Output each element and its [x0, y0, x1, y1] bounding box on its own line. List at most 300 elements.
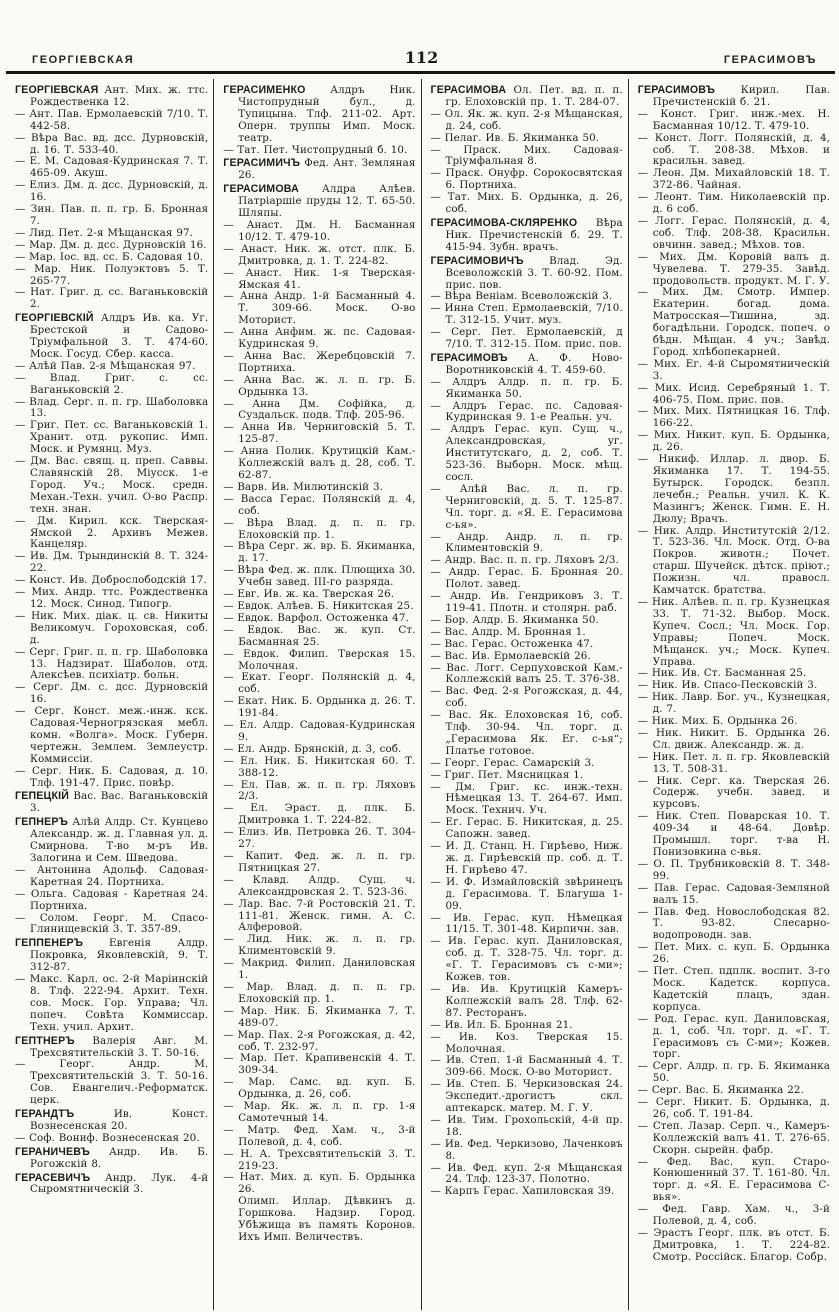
directory-entry: — Ник. Мих. Б. Ордынка 26. [637, 715, 798, 728]
ditto-dash: — [223, 1076, 249, 1089]
ditto-dash: — [637, 965, 654, 978]
ditto-dash: — [637, 857, 654, 870]
ditto-dash: — [223, 611, 238, 624]
directory-entry: — Праск. Онуфр. Сорокосвятская 6. Портниха. [430, 167, 623, 192]
directory-entry: — Конст. Ив. Доброслободскій 17. [15, 574, 207, 587]
directory-entry-headword: ГЕРАНИЧЕВЪ Андр. Ив. Б. Рогожскій 8. [15, 1145, 209, 1170]
ditto-dash: — [15, 645, 30, 658]
ditto-dash: — [223, 933, 248, 946]
ditto-dash: — [637, 250, 660, 263]
ditto-dash: — [430, 191, 448, 204]
directory-entry-headword: ГЕРАСЕВИЧЪ Андр. Лук. 4-й Сыромятническій 3. [15, 1171, 209, 1196]
directory-entry: — Варв. Ив. Милютинскій 3. [223, 480, 383, 493]
column-1 [6, 79, 213, 1310]
directory-entry: — Антонина Адольф. Садовая-Каретная 24. Портниха. [15, 863, 209, 888]
directory-entry: — Ник. Мих. діак. ц. св. Никиты Великомуч. Гороховская, соб. д. [15, 609, 209, 646]
ditto-dash: — [223, 623, 248, 636]
directory-entry: — Серг. Дм. с. дсс. Дурновскій 16. [15, 681, 209, 706]
directory-entry: — Никиф. Иллар. л. двор. Б. Якиманка 17. Т. 194-55. Бутырск. Городск. безпл. лечебн.; Реальн. учил. К. К. Мазингъ; Женск. Гимн. Е. Н. Дюлу; Врачъ. [637, 453, 830, 525]
ditto-dash: — [637, 1227, 654, 1239]
ditto-dash: — [15, 250, 30, 263]
ditto-dash: — [430, 143, 464, 156]
directory-entry: — Мар. Пах. 2-я Рогожская, д. 42, соб. Т. 232-97. [223, 1028, 416, 1053]
directory-entry: — Бор. Алдр. Б. Якиманка 50. [430, 613, 599, 626]
ditto-dash: — [430, 1018, 445, 1031]
directory-entry: — Соф. Вониф. Вознесенская 20. [15, 1131, 200, 1144]
ditto-dash: — [430, 423, 451, 436]
directory-entry: — Мих. Дм. Коровій валъ д. Чувелева. Т. 279-35. Завѣд. продовольств. продукт. М. Г. У. [637, 250, 830, 287]
directory-entry: — Анна Дм. Софійка, д. Суздальск. подв. Тлф. 205-96. [223, 397, 416, 422]
directory-entry: — Мар. Пет. Крапивенскій 4. Т. 309-34. [223, 1052, 416, 1077]
ditto-dash: — [223, 754, 241, 767]
ditto-dash: — [637, 810, 656, 823]
ditto-dash: — [430, 530, 458, 543]
directory-entry: — Мих. Дм. Смотр. Импер. Екатерин. богад. дома. Матросская—Тишина, зд. богадѣльни. Городск. попеч. о бѣдн. Мѣщан. 4 уч.; Завѣд. Город. хлѣбопекарней. [637, 286, 830, 358]
directory-entry: — Пет. Мих. с. куп. Б. Ордынка 26. [637, 941, 830, 966]
ditto-dash: — [637, 191, 655, 204]
ditto-dash: — [223, 1100, 244, 1113]
directory-entry: — Андр. Андр. л. п. гр. Климентовскій 9. [430, 530, 623, 555]
ditto-dash: — [223, 588, 238, 601]
ditto-dash: — [15, 131, 32, 144]
directory-entry: — Конст. Григ. инж.-мех. Н. Басманная 10/12. Т. 479-10. [637, 107, 830, 132]
directory-entry: — Андр. Герас. Б. Бронная 20. Полот. завед. [430, 566, 623, 591]
ditto-dash: — [430, 709, 449, 722]
ditto-dash: — [430, 661, 447, 674]
directory-entry: — Тат. Пет. Чистопрудный б. 10. [223, 143, 408, 156]
directory-entry: — Ел. Алдр. Садовая-Кудринская 9. [223, 719, 416, 743]
directory-entry: — Матр. Фед. Хам. ч., 3-й Полевой, д. 4, соб. [223, 1123, 416, 1148]
directory-entry: — Мих. Ег. 4-й Сыромятническій 3. [637, 357, 830, 382]
directory-entry: — Ив. Герас. куп. Даниловская, соб. д. Т. 328-75. Чл. торг. д. «Г. Т. Герасимовъ съ с-ми»; Кожев. тов. [430, 935, 623, 984]
directory-entry-headword: ГЕРАСИМОВЪ А. Ф. Ново-Воротниковскій 4. Т. 459-60. [430, 351, 623, 376]
surname-headword: ГЕРАСИМЕНКО [223, 84, 331, 96]
directory-entry: — Анна Вас. ж. л. п. гр. Б. Ордынка 13. [223, 373, 416, 398]
directory-entry: — Алдръ Герас. куп. Сущ. ч., Александровская, уг. Институтскаго, д. 2, соб. Т. 523-36. Выборн. Моск. мѣщ. сосл. [430, 423, 623, 483]
directory-entry: — Ел. Эраст. д. плк. Б. Дмитровка 1. Т. 224-82. [223, 802, 416, 827]
directory-entry: — Вас. Як. Елоховская 16, соб. Тлф. 30-94. Чл. торг. д. „Герасимова Як. Ег. с-ья“; Платье готовое. [430, 709, 623, 757]
surname-headword: ГЕПТНЕРЪ [15, 1034, 93, 1047]
directory-entry: — Логг. Герас. Полянскій, д. 4, соб. Тлф. 208-38. Красильн. овчинн. завед.; Мѣхов. тов. [637, 214, 830, 251]
ditto-dash: — [430, 935, 449, 948]
ditto-dash: — [637, 1060, 653, 1073]
ditto-dash: — [430, 637, 445, 650]
directory-entry: — Анна Андр. 1-й Басманный 4. Т. 309-66. Моск. О-во Моторист. [223, 290, 416, 327]
column-4 [628, 79, 835, 1310]
surname-headword: ГЕРАСИМОВА [223, 183, 322, 196]
directory-entry: — Фед. Вас. куп. Старо-Конюшенный 37. Т. 161-80. Чл. торг. д. «Я. Е. Герасимова С-вья». [637, 1155, 830, 1204]
directory-entry-headword: ГЕРАНДТЪ Ив. Конст. Вознесенская 20. [15, 1108, 209, 1132]
directory-entry: — Серг. Пет. Ермолаевскій, д 7/10. Т. 312-15. Пом. прис. пов. [430, 326, 623, 351]
ditto-dash: — [430, 756, 445, 769]
ditto-dash: — [637, 881, 655, 894]
directory-entry: — Вас. Ив. Ермолаевскій 26. [430, 649, 591, 662]
directory-entry: — Мар. Влад. д. п. п. гр. Елоховскій пр. 1. [223, 980, 416, 1005]
directory-entry: — Ант. Пав. Ермолаевскій 7/10. Т. 442-58. [15, 107, 209, 132]
directory-entry: — Екат. Георг. Полянскій д. 4, соб. [223, 671, 416, 696]
directory-entry: — Клавд. Алдр. Сущ. ч. Александровская 2. Т. 523-36. [223, 873, 416, 898]
directory-entry-headword: ГЕРАСИМЕНКО Алдръ Ник. Чистопрудный бул., д. Тупицына. Тлф. 211-02. Арт. Оперн. труппы Имп. Моск. театр. [223, 84, 416, 144]
ditto-dash: — [15, 550, 30, 563]
directory-entry: — Ив. Фед. куп. 2-я Мѣщанская 24. Тлф. 123-37. Полотно. [430, 1161, 623, 1186]
ditto-dash: — [637, 131, 655, 144]
ditto-dash: — [223, 826, 239, 839]
ditto-dash: — [223, 445, 241, 458]
directory-entry: — Ив. Ив. Крутицкій Камеръ-Коллежскій валъ 28. Тлф. 62-87. Ресторанъ. [430, 982, 623, 1019]
ditto-dash: — [223, 516, 247, 529]
ditto-dash: — [637, 107, 661, 120]
directory-entry: — Ег. Герас. Б. Никитская, д. 25. Сапожн. завед. [430, 816, 623, 841]
surname-headword: ГЕРАСИМОВИЧЪ [430, 254, 550, 267]
directory-entry: — Вѣра Влад. д. п. п. гр. Елоховскій пр. 1. [223, 516, 416, 541]
ditto-dash: — [637, 726, 656, 739]
directory-entry: — Алѣй Вас. л. п. гр. Черниговскій, д. 5. Т. 125-87. Чл. торг. д. «Я. Е. Герасимова с-ья». [430, 482, 623, 531]
ditto-dash: — [430, 167, 446, 180]
ditto-dash: — [637, 595, 653, 608]
ditto-dash: — [430, 1078, 447, 1091]
directory-entry: — Род. Герас. куп. Даниловская, д. 1, соб. Чл. торг. д. «Г. Т. Герасимовъ съ С-ми»; Кожев. торг. [637, 1012, 830, 1061]
page-number: 112 [404, 48, 439, 67]
directory-entry: — Карпъ Герас. Хапиловская 39. [430, 1185, 615, 1198]
directory-entry: — Нат. Мих. д. куп. Б. Ордынка 26. [223, 1171, 416, 1196]
directory-entry-headword: ГЕОРГІЕВСКАЯ Ант. Мих. ж. ттс. Рождественка 12. [15, 84, 209, 108]
directory-entry: — Екат. Ник. Б. Ордынка д. 26. Т. 191-84. [223, 695, 416, 720]
surname-headword: ГЕРАНДТЪ [15, 1108, 114, 1121]
directory-entry: — Мих. Андр. ттс. Рождественка 12. Моск. Синод. Типогр. [15, 586, 209, 610]
directory-entry: — Георг. Андр. М. Трехсвятительскій 3. Т. 50-16. Сов. Евангелич.-Реформатск. церк. [15, 1058, 209, 1107]
directory-entry: — Пет. Степ. пдплк. воспит. 3-го Моск. Кадетск. корпуса. Кадетскій плацъ, здан. корпуса. [637, 965, 830, 1013]
ditto-dash: — [637, 691, 652, 704]
directory-entry-headword: ГЕРАСИМОВИЧЪ Влад. Эд. Всеволожскій 3. Т. 60-92. Пом. прис. пов. [430, 254, 623, 291]
ditto-dash: — [15, 574, 30, 587]
directory-entry: — Вас. Алдр. М. Бронная 1. [430, 625, 586, 638]
directory-entry: — Серг. Григ. п. п. гр. Шаболовка 13. Надзират. Шаболов. отд. Алексѣев. психіатр. больн. [15, 645, 209, 682]
ditto-dash: — [430, 482, 460, 495]
ditto-dash: — [430, 399, 453, 412]
directory-entry: — Григ. Пет. сс. Ваганьковскій 1. Хранит. отд. рукопис. Имп. Моск. и Румянц. Муз. [15, 419, 209, 456]
directory-entry-headword: ГЕРАСИМОВА-СКЛЯРЕНКО Вѣра Ник. Пречистенскій б. 29. Т. 415-94. Зубн. врачъ. [430, 216, 623, 253]
ditto-dash: — [15, 395, 30, 408]
directory-entry: — Ник. Ив. Ст. Басманная 25. [637, 667, 807, 680]
directory-entry: — Евдок. Алѣев. Б. Никитская 25. [223, 599, 414, 612]
directory-entry: — Андр. Вас. п. п. гр. Ляховъ 2/3. [430, 554, 619, 567]
directory-entry: — Елиз. Дм. д. дсс. Дурновскій, д. 16. [15, 179, 209, 204]
directory-entry: — Алѣй Пав. 2-я Мѣщанская 97. [15, 359, 196, 372]
surname-headword: ГЕРАСИМОВА-СКЛЯРЕНКО [430, 216, 596, 229]
ditto-dash: — [637, 1084, 652, 1097]
ditto-dash: — [223, 564, 238, 577]
ditto-dash: — [15, 203, 31, 216]
ditto-dash: — [430, 780, 456, 793]
directory-entry: — Ник. Степ. Поварская 10. Т. 409-34 и 48-64. Довѣр. Промышл. торг. т-ва Н. Понизовкина с-вья. [637, 810, 830, 858]
directory-entry-headword: ГЕРАСИМОВА Алдра Алѣев. Патріаршіе пруды 12. Т. 65-50. Шляпы. [223, 183, 416, 220]
ditto-dash: — [223, 143, 238, 156]
ditto-dash: — [223, 850, 246, 862]
column-2 [213, 79, 420, 1310]
ditto-dash: — [637, 214, 656, 227]
directory-entry: — Дм. Григ. кс. инж.-техн. Нѣмецкая 13. Т. 264-67. Имп. Моск. Технич. Уч. [430, 780, 623, 817]
ditto-dash: — [637, 1203, 663, 1216]
ditto-dash: — [223, 1052, 241, 1065]
ditto-dash: — [430, 685, 446, 698]
ditto-dash: — [223, 242, 241, 255]
ditto-dash: — [15, 226, 30, 239]
directory-entry: — Анаст. Дм. Н. Басманная 10/12. Т. 479-10. [223, 218, 416, 243]
directory-entry: — Ник. Пет. л. п. гр. Яковлевскій 13. Т. 508-31. [637, 750, 830, 775]
directory-entry: — Ел. Андр. Брянскій, д. 3, соб. [223, 742, 402, 755]
ditto-dash: — [430, 107, 445, 120]
ditto-dash: — [223, 373, 244, 386]
ditto-dash: — [223, 647, 244, 660]
ditto-dash: — [15, 238, 30, 251]
directory-entry: — Серг. Алдр. п. гр. Б. Якиманка 50. [637, 1060, 830, 1085]
directory-entry: — Тат. Мих. Б. Ордынка, д. 26, соб. [430, 191, 623, 216]
ditto-dash: — [15, 419, 31, 432]
surname-headword: ГЕРАСИМОВА [430, 84, 514, 96]
directory-entry: — Нат. Григ. д. сс. Ваганьковскій 2. [15, 286, 209, 311]
directory-entry-headword: ГЕПНЕРЪ Алѣй Алдр. Ст. Кунцево Александр. ж. д. Главная ул. д. Смирнова. Т-во м-ръ Ив. Залогина и Сем. Шведова. [15, 816, 209, 864]
ditto-dash: — [223, 421, 242, 434]
ditto-dash: — [15, 1058, 60, 1071]
directory-entry: — Анаст. Ник. 1-я Тверская-Ямская 41. [223, 266, 416, 291]
directory-entry: — Серг. Никит. Б. Ордынка, д. 26, соб. Т. 191-84. [637, 1096, 830, 1120]
ditto-dash: — [223, 671, 242, 684]
directory-entry: — Мар. Ник. Б. Якиманка 7. Т. 489-07. [223, 1004, 416, 1029]
ditto-dash: — [223, 695, 238, 708]
ditto-dash: — [637, 381, 655, 394]
ditto-dash: — [430, 911, 454, 924]
directory-entry: — Мар. Ник. Полуэктовъ 5. Т. 265-77. [15, 262, 209, 287]
directory-entry: — Солом. Георг. М. Спасо-Глинищевскій 3. Т. 357-89. [15, 911, 209, 936]
directory-entry: — Ник. Ив. Спасо-Песковскій 3. [637, 679, 818, 692]
surname-headword: ГЕРАСИМИЧЪ [223, 157, 305, 170]
ditto-dash: — [430, 1185, 445, 1198]
ditto-dash: — [430, 375, 453, 388]
directory-entry: — Мар. Самс. вд. куп. Б. Ордынка, д. 26, соб. [223, 1076, 416, 1101]
ditto-dash: — [430, 1137, 445, 1150]
directory-entry: — Георг. Герас. Самарскій 3. [430, 756, 595, 769]
ditto-dash: — [637, 1012, 655, 1025]
surname-headword: ГЕППЕНЕРЪ [15, 937, 109, 950]
ditto-dash: — [223, 957, 242, 970]
directory-entry: — Леон. Дм. Михайловскій 18. Т. 372-86. Чайная. [637, 167, 830, 192]
directory-entry: — Е. М. Садовая-Кудринская 7. Т. 465-09. Акуш. [15, 155, 209, 180]
ditto-dash: — [15, 887, 31, 900]
directory-entry: — Пелаг. Ив. Б. Якиманка 50. [430, 131, 600, 144]
surname-headword: ГЕРАСИМОВЪ [430, 351, 528, 364]
ditto-dash: — [15, 107, 30, 120]
directory-entry: — Серг. Вас. Б. Якиманка 22. [637, 1084, 804, 1097]
directory-entry: — Вас. Фед. 2-я Рогожская, д. 44, соб. [430, 685, 623, 710]
directory-entry: — Анна Ив. Черниговскій 5. Т. 125-87. [223, 421, 416, 446]
ditto-dash: — [430, 566, 449, 579]
directory-entry: — Вас. Герас. Остоженка 47. [430, 637, 594, 650]
directory-entry: — Капит. Фед. ж. л. п. гр. Пятницкая 27. [223, 850, 416, 874]
directory-entry: — Евдок. Вас. ж. куп. Ст. Басманная 25. [223, 623, 416, 648]
directory-entry: — Григ. Пет. Мясницкая 1. [430, 768, 584, 781]
directory-entry: — Фед. Гавр. Хам. ч., 3-й Полевой, д. 4, соб. [637, 1203, 830, 1228]
ditto-dash: — [223, 1004, 241, 1017]
ditto-dash: — [430, 875, 447, 888]
ditto-dash: — [637, 774, 657, 787]
ditto-dash: — [430, 982, 452, 995]
ditto-dash: — [637, 405, 653, 418]
ditto-dash: — [223, 397, 253, 410]
directory-entry: — Эрастъ Георг. плк. въ отст. Б. Дмитровка, 1. Т. 224-82. Смотр. Россійск. Благор. Собр. [637, 1227, 830, 1263]
directory-entry: — Ник. Алѣев. п. п. гр. Кузнецкая 33. Т. 71-32. Выбор. Моск. Купеч. Сосл.; Чл. Моск. Гор. Управы; Попеч. Моск. Мѣщанск. уч.; Моск. Купеч. Управа. [637, 595, 830, 668]
directory-entry: — Ив. Ил. Б. Бронная 21. [430, 1018, 573, 1031]
ditto-dash: — [637, 1155, 667, 1168]
column-3 [421, 79, 628, 1310]
surname-headword: ГЕРАСЕВИЧЪ [15, 1171, 105, 1184]
directory-entry: — Ив. Коз. Тверская 15. Молочная. [430, 1030, 623, 1055]
ditto-dash: — [637, 905, 655, 918]
directory-entry: — Серг. Ник. Б. Садовая, д. 10. Тлф. 191-47. Прис. повѣр. [15, 764, 209, 789]
directory-entry: — Ив. Тим. Грохольскій, 4-й пр. 18. [430, 1113, 623, 1138]
directory-entry: — Андр. Ив. Гендриковъ 3. Т. 119-41. Плотн. и столярн. раб. [430, 590, 623, 614]
directory-entry: — Праск. Мих. Садовая-Тріумфальная 8. [430, 143, 623, 168]
ditto-dash: — [430, 840, 446, 853]
ditto-dash: — [15, 911, 40, 924]
surname-headword: ГЕПЕЦКІЙ [15, 790, 74, 803]
ditto-dash: — [223, 980, 247, 993]
directory-entry: — Ив. Степ. 1-й Басманный 4. Т. 309-66. Моск. О-во Моторист. [430, 1054, 623, 1079]
running-head [14, 48, 829, 70]
directory-entry: — Инна Степ. Ермолаевскій, 7/10. Т. 312-15. Учит. муз. [430, 302, 623, 327]
ditto-dash: — [223, 802, 251, 815]
running-head-right: ГЕРАСИМОВЪ [723, 54, 817, 66]
ditto-dash: — [637, 1096, 656, 1109]
ditto-dash: — [15, 455, 31, 468]
ditto-dash: — [15, 681, 34, 694]
ditto-dash: — [223, 778, 241, 791]
running-head-left: ГЕОРГІЕВСКАЯ [32, 54, 135, 66]
directory-entry-headword: ГЕОРГІЕВСКІЙ Алдръ Ив. ка. Уг. Брестской и Садово-Тріумфальной 3. Т. 474-60. Моск. Госуд. Сбер. касса. [15, 312, 209, 360]
ditto-dash: — [637, 715, 652, 728]
directory-entry: — Васса Герас. Полянскій д. 4, соб. [223, 492, 416, 517]
header-rule [6, 71, 835, 74]
ditto-dash: — [430, 1054, 447, 1067]
ditto-dash: — [637, 453, 659, 466]
ditto-dash: — [15, 262, 35, 275]
directory-entry: — И. Д. Станц. Н. Гирѣево, Ниж. ж. д. Гирѣевскій пр. соб. д. Т. Н. Гирѣево 47. [430, 840, 623, 876]
ditto-dash: — [430, 590, 450, 603]
ditto-dash: — [430, 1161, 448, 1174]
directory-entry: — Евдок. Варфол. Остоженка 47. [223, 611, 409, 624]
directory-entry: — Ол. Як. ж. куп. 2-я Мѣщанская, д. 24, соб. [430, 107, 623, 132]
ditto-dash: — [430, 613, 445, 626]
ditto-dash: — [15, 609, 32, 622]
directory-entry: — Анна Вас. Жеребцовскій 7. Портниха. [223, 349, 416, 374]
ditto-dash: — [223, 349, 244, 362]
directory-entry: — Анна Полик. Крутицкій Кам.-Коллежскій валъ д. 28, соб. Т. 62-87. [223, 445, 416, 481]
ditto-dash: — [430, 290, 445, 303]
directory-entry: — О. П. Трубниковскій 8. Т. 348-99. [637, 857, 830, 882]
ditto-dash: — [15, 586, 32, 599]
directory-entry-headword: ГЕПТНЕРЪ Валерія Авг. М. Трехсвятительскій 3. Т. 50-16. [15, 1034, 209, 1059]
directory-entry: — Ел. Ник. Б. Никитская 60. Т. 388-12. [223, 754, 416, 779]
directory-entry: — Вас. Логг. Серпуховской Кам.-Коллежскій валъ 25. Т. 376-38. [430, 661, 623, 686]
ditto-dash: — [637, 750, 653, 763]
ditto-dash: — [223, 1123, 248, 1136]
directory-entry: — Пав. Герас. Садовая-Земляной валъ 15. [637, 881, 830, 906]
ditto-dash: — [430, 302, 445, 315]
ditto-dash: — [637, 357, 654, 370]
directory-entry: — Макс. Карл. ос. 2-й Маріинскій 8. Тлф. 222-94. Архит. Техн. сов. Моск. Гор. Управа; Чл. попеч. Совѣта Коммиссар. Техн. учил. Архит. [15, 973, 209, 1033]
ditto-dash: — [223, 492, 241, 505]
directory-entry: — Лид. Пет. 2-я Мѣщанская 97. [15, 226, 194, 239]
directory-entry: — Ив. Дм. Трындинскій 8. Т. 324-22. [15, 550, 209, 575]
directory-entry-headword: ГЕРАСИМИЧЪ Фед. Ант. Земляная 26. [223, 157, 416, 182]
directory-entry: — Ник. Серг. ка. Тверская 26. Содерж. учебн. завед. и курсовъ. [637, 774, 830, 811]
directory-entry: — Леонт. Тим. Николаевскій пр. д. 6 соб. [637, 191, 830, 216]
ditto-dash: — [430, 816, 446, 829]
ditto-dash: — [637, 429, 654, 442]
ditto-dash: — [15, 359, 30, 372]
directory-entry: — Вѣра Фед. ж. плк. Плющиха 30. Учебн завед. III-го разряда. [223, 564, 416, 589]
directory-entry: — Вѣра Серг. ж. вр. Б. Якиманка, д. 17. [223, 540, 416, 565]
directory-entry: — Мих. Мих. Пятницкая 16. Тлф. 166-22. [637, 405, 830, 430]
directory-entry-headword: ГЕРАСИМОВА Ол. Пет. вд. п. п. гр. Елоховскій пр. 1. Т. 284-07. [430, 84, 623, 108]
directory-entry-headword: ГЕРАСИМОВЪ Кирил. Пав. Пречистенскій б. 21. [637, 84, 830, 108]
ditto-dash: — [430, 1030, 459, 1043]
ditto-dash: — [430, 554, 445, 567]
ditto-dash: — [15, 514, 38, 527]
directory-entry: — Влад. Серг. п. п. гр. Шаболовка 13. [15, 395, 209, 420]
ditto-dash: — [15, 705, 35, 718]
ditto-dash: — [15, 973, 30, 986]
ditto-dash: — [223, 1028, 238, 1041]
directory-entry: — И. Ф. Измайловскій звѣринецъ д. Герасимова. Т. Благуша 1-09. [430, 875, 623, 912]
ditto-dash: — [223, 480, 238, 493]
directory-entry: — Ник. Никит. Б. Ордынка 26. Сл. движ. Александр. ж. д. [637, 726, 831, 751]
ditto-dash: — [223, 742, 238, 755]
ditto-dash: — [223, 719, 240, 732]
ditto-dash: — [637, 667, 652, 680]
directory-entry: — Ив. Фед. Черкизово, Лаченковъ 8. [430, 1137, 623, 1162]
ditto-dash: — [223, 599, 238, 612]
ditto-dash: — [15, 179, 30, 192]
directory-entry: — Влад. Григ. с. сс. Ваганьковскій 2. [15, 371, 209, 396]
ditto-dash: — [430, 131, 445, 144]
directory-entry: — Ник. Алдр. Институтскій 2/12. Т. 523-36. Чл. Моск. Отд. О-ва Покров. животн.; Почет. старш. Шучейск. дѣтск. пріют.; Пожизн. чл. правосл. Камчатск. братства. [637, 524, 830, 597]
ditto-dash: — [637, 167, 653, 180]
ditto-dash: — [430, 625, 445, 638]
directory-entry: — Дм. Вас. свящ. ц. преп. Саввы. Славянскій 28. Міусск. 1-е Город. Уч.; Моск. средн. Механ.-Техн. учил. О-во Распр. техн. знан. [15, 455, 209, 515]
directory-entry: — Мих. Исид. Серебряный 1. Т. 406-75. Пом. прис. пов. [637, 381, 830, 406]
ditto-dash: — [223, 897, 239, 910]
ditto-dash: — [430, 768, 445, 781]
directory-entry: — Мар. Дм. д. дсс. Дурновскій 16. [15, 238, 207, 251]
directory-entry: — Ольга. Садовая - Каретная 24. Портниха. [15, 887, 209, 912]
directory-entry: — Евдок. Филип. Тверская 15. Молочная. [223, 647, 416, 672]
directory-entry: — Ел. Пав. ж. п. п. гр. Ляховъ 2/3. [223, 778, 416, 803]
directory-entry: — Мих. Никит. куп. Б. Ордынка, д. 26. [637, 429, 830, 454]
directory-entry: — Конст. Логг. Полянскій, д. 4, соб. Т. 208-38. Мѣхов. и красильн. завед. [637, 131, 830, 168]
surname-headword: ГЕОРГІЕВСКІЙ [15, 312, 101, 325]
ditto-dash: — [15, 371, 50, 384]
surname-headword: ГЕПНЕРЪ [15, 816, 73, 829]
directory-entry: — Алдръ Алдр. п. п. гр. Б. Якиманка 50. [430, 375, 623, 400]
ditto-dash: — [15, 155, 30, 168]
directory-entry: — Алдръ Герас. пс. Садовая-Кудринская 9. 1-е Реальн. уч. [430, 399, 623, 424]
surname-headword: ГЕРАНИЧЕВЪ [15, 1145, 109, 1158]
ditto-dash: — [15, 1131, 30, 1144]
ditto-dash: — [223, 1171, 240, 1184]
directory-entry: — Ник. Лавр. Бог. уч., Кузнецкая, д. 7. [637, 691, 830, 716]
ditto-dash: — [223, 266, 246, 279]
directory-entry-headword: ГЕППЕНЕРЪ Евгенія Алдр. Покровка, Яковлевскій, 9. Т. 312-87. [15, 937, 209, 974]
